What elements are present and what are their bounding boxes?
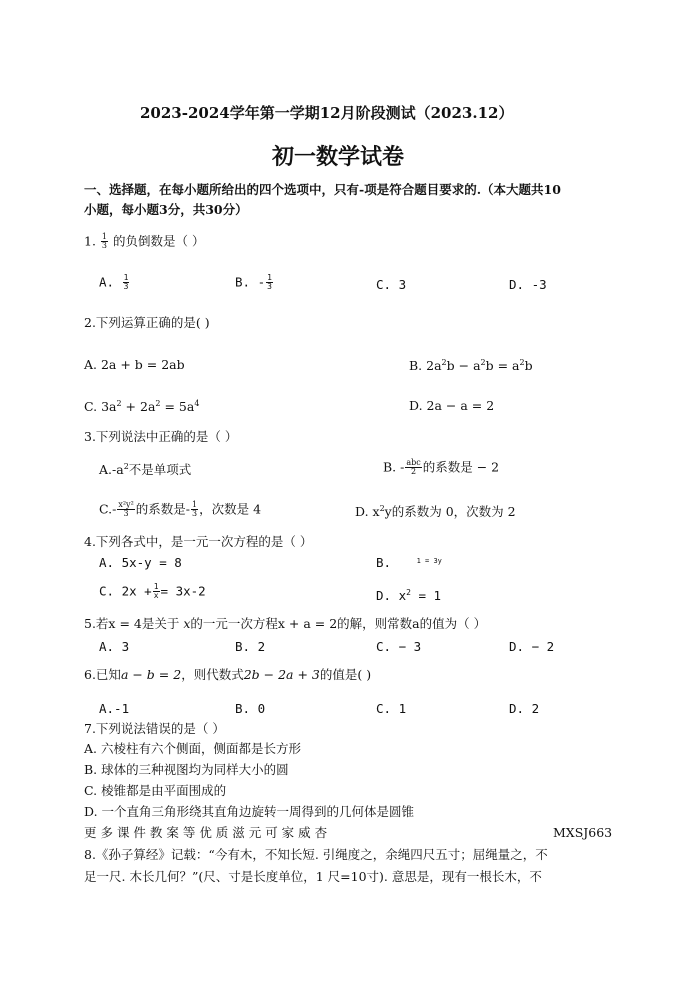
question-1-option-b: B. - $\frac{1}{3}$: [235, 273, 272, 292]
question-3-stem: 3.下列说法中正确的是（ ）: [84, 429, 238, 444]
section1-instructions-line1: 一、选择题，在每小题所给出的四个选项中，只有-项是符合题目要求的.（本大题共10: [84, 182, 561, 197]
question-1-option-c: C. 3: [376, 277, 407, 292]
question-6-option-c: C. 1: [376, 701, 407, 716]
exam-subtitle: 初一数学试卷: [272, 144, 405, 170]
question-3-option-d: D. $x^2y$的系数为 0，次数为 2: [355, 504, 516, 519]
question-3-option-c: C.- $\frac{\text{x²y²}}{3}$ 的系数是- $\frac{1}{3}$ ，次数是 4: [99, 500, 262, 519]
question-4-option-a: A. 5x-y = 8: [99, 555, 182, 570]
question-2-option-b: B. $2a^2b - a^2b = a^2b$: [409, 358, 533, 373]
question-3-option-b: B. - $\frac{\text{abc}}{2}$ 的系数是 − 2: [383, 458, 500, 477]
exam-header-title: 2023-2024学年第一学期12月阶段测试（2023.12）: [140, 104, 514, 122]
question-8-line-1: 8.《孙子算经》记载：“今有木，不知长短. 引绳度之，余绳四尺五寸；屈绳量之，不: [84, 847, 548, 862]
question-4-option-c: C. 2x + $\frac{1}{x}$ = 3x-2: [99, 582, 206, 601]
question-5-option-d: D. − 2: [509, 639, 555, 654]
question-1-option-a: A. $\frac{1}{3}$: [99, 273, 129, 292]
section1-instructions-line2: 小题，每小题3分，共30分）: [84, 202, 248, 217]
question-7-option-b: B. 球体的三种视图均为同样大小的圆: [84, 762, 289, 777]
question-6-option-d: D. 2: [509, 701, 540, 716]
question-7-stem: 7.下列说法错误的是（ ）: [84, 721, 225, 736]
question-7-option-c: C. 棱锥都是由平面围成的: [84, 783, 227, 798]
question-2-option-d: D. 2a − a = 2: [409, 398, 495, 413]
question-3-option-a: $A.-a^2$不是单项式: [99, 462, 192, 477]
question-5-option-a: A. 3: [99, 639, 130, 654]
question-7-option-a: A. 六棱柱有六个侧面，侧面都是长方形: [84, 741, 301, 756]
promo-text: 更 多 课 件 教 案 等 优 质 滋 元 可 家 威 杏: [84, 825, 328, 840]
question-5-option-b: B. 2: [235, 639, 266, 654]
promo-code: MXSJ663: [553, 825, 613, 840]
question-4-option-b: B. $^{1 = 3y}$: [376, 555, 442, 570]
question-1-option-d: D. -3: [509, 277, 547, 292]
question-6-option-b: B. 0: [235, 701, 266, 716]
question-6-stem: 6.已知a − b = 2，则代数式2b − 2a + 3的值是( ): [84, 667, 372, 682]
question-1-stem: 1. $\frac{1}{3}$ 的负倒数是（ ）: [84, 232, 205, 251]
fraction: $\frac{1}{3}$: [101, 232, 108, 251]
question-2-stem: 2.下列运算正确的是( ): [84, 315, 210, 330]
question-6-option-a: A.-1: [99, 701, 130, 716]
question-5-stem: 5.若x = 4是关于 x的一元一次方程x + a = 2的解，则常数a的值为（ ）: [84, 616, 487, 631]
question-4-option-d: D. $x^2 = 1$: [376, 588, 442, 603]
question-4-stem: 4.下列各式中，是一元一次方程的是（ ）: [84, 534, 313, 549]
question-2-option-a: A. 2a + b = 2ab: [84, 357, 185, 372]
question-5-option-c: C. − 3: [376, 639, 422, 654]
question-7-option-d: D. 一个直角三角形绕其直角边旋转一周得到的几何体是圆锥: [84, 804, 415, 819]
question-2-option-c: C. $3a^2 + 2a^2 = 5a^4$: [84, 399, 200, 414]
question-8-line-2: 足一尺. 木长几何？”(尺、寸是长度单位，1 尺=10寸). 意思是，现有一根长木，不: [84, 869, 542, 884]
